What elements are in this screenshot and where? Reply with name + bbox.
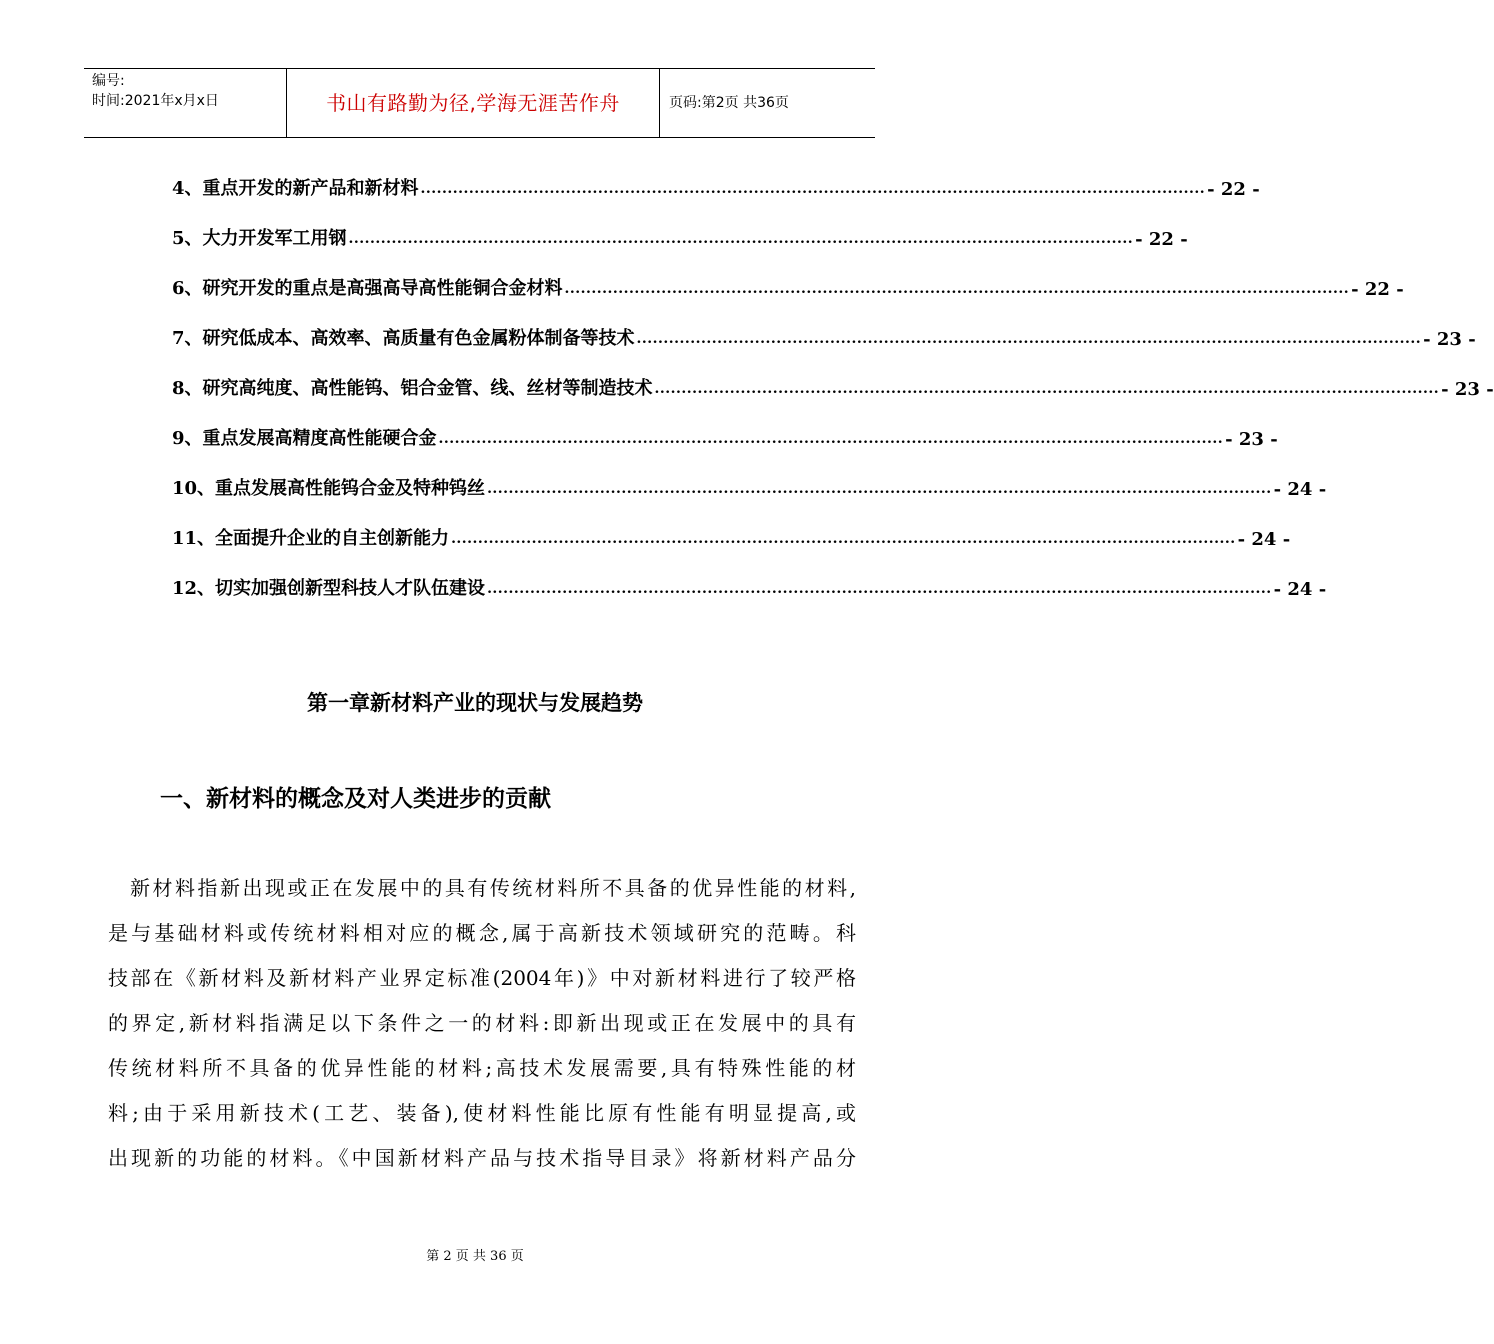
toc-leader-dots: .................................................................................................................................................. — [654, 381, 1440, 397]
toc-entry-title: 8、研究高纯度、高性能钨、铝合金管、线、丝材等制造技术 — [172, 378, 653, 399]
toc-entry-page: - 22 - — [1207, 179, 1260, 200]
paragraph-line: 新材料指新出现或正在发展中的具有传统材料所不具备的优异性能的材料, — [130, 876, 856, 900]
toc-leader-dots: .................................................................................................................................................. — [451, 531, 1236, 547]
toc-entry[interactable] — [172, 170, 1260, 200]
header-motto-cell — [286, 69, 660, 137]
body-paragraph — [108, 870, 856, 1185]
toc-entry[interactable] — [172, 370, 1494, 400]
toc-entry-page: - 22 - — [1351, 279, 1404, 300]
paragraph-line: 是与基础材料或传统材料相对应的概念,属于高新技术领域研究的范畴。科 — [108, 921, 856, 945]
toc-entry-title: 7、研究低成本、高效率、高质量有色金属粉体制备等技术 — [172, 328, 635, 349]
toc-entry-page: - 23 - — [1441, 379, 1494, 400]
paragraph-line: 传统材料所不具备的优异性能的材料;高技术发展需要,具有特殊性能的材 — [108, 1056, 856, 1080]
toc-leader-dots: .................................................................................................................................................. — [564, 281, 1350, 297]
toc-leader-dots: .................................................................................................................................................. — [348, 231, 1134, 247]
number-label: 编号: — [92, 73, 125, 89]
toc-entry-page: - 23 - — [1423, 329, 1476, 350]
paragraph-line: 出现新的功能的材料。《中国新材料产品与技术指导目录》将新材料产品分 — [108, 1146, 856, 1170]
toc-entry-page: - 24 - — [1273, 479, 1327, 500]
toc-leader-dots: .................................................................................................................................................. — [438, 431, 1224, 447]
toc-entry-title: 4、重点开发的新产品和新材料 — [172, 178, 419, 199]
toc-entry[interactable] — [172, 470, 1327, 500]
toc-entry-page: - 24 - — [1273, 579, 1327, 600]
header-page-cell — [659, 69, 875, 137]
toc-entry[interactable] — [172, 570, 1327, 600]
toc-entry-title: 9、重点发展高精度高性能硬合金 — [172, 428, 437, 449]
toc-entry[interactable] — [172, 520, 1291, 550]
toc-entry[interactable] — [172, 270, 1404, 300]
toc-leader-dots: .................................................................................................................................................. — [636, 331, 1422, 347]
header-meta — [84, 69, 286, 137]
page-code: 页码:第2页 共36页 — [669, 95, 789, 111]
section-title: 一、新材料的概念及对人类进步的贡献 — [160, 786, 551, 812]
toc-leader-dots: .................................................................................................................................................. — [487, 581, 1272, 597]
toc-entry-page: - 23 - — [1225, 429, 1278, 450]
toc-entry-title: 6、研究开发的重点是高强高导高性能铜合金材料 — [172, 278, 563, 299]
toc-entry[interactable] — [172, 320, 1476, 350]
paragraph-line: 料;由于采用新技术(工艺、装备),使材料性能比原有性能有明显提高,或 — [108, 1101, 856, 1125]
motto: 书山有路勤为径,学海无涯苦作舟 — [326, 91, 620, 115]
toc-entry-title: 10、重点发展高性能钨合金及特种钨丝 — [172, 478, 486, 499]
toc-leader-dots: .................................................................................................................................................. — [487, 481, 1272, 497]
toc-entry[interactable] — [172, 220, 1188, 250]
toc-entry-title: 11、全面提升企业的自主创新能力 — [172, 528, 450, 549]
toc-entry-page: - 24 - — [1237, 529, 1291, 550]
toc-entry[interactable] — [172, 420, 1278, 450]
toc-entry-title: 12、切实加强创新型科技人才队伍建设 — [172, 578, 486, 599]
toc-entry-title: 5、大力开发军工用钢 — [172, 228, 347, 249]
page-footer: 第 2 页 共 36 页 — [426, 1249, 524, 1264]
paragraph-line: 技部在《新材料及新材料产业界定标准(2004年)》中对新材料进行了较严格 — [108, 966, 856, 990]
toc-leader-dots: .................................................................................................................................................. — [420, 181, 1206, 197]
time-label: 时间:2021年x月x日 — [92, 93, 219, 109]
paragraph-line: 的界定,新材料指满足以下条件之一的材料:即新出现或正在发展中的具有 — [108, 1011, 856, 1035]
page-header — [84, 68, 875, 138]
chapter-title: 第一章新材料产业的现状与发展趋势 — [307, 691, 643, 715]
toc-entry-page: - 22 - — [1135, 229, 1188, 250]
